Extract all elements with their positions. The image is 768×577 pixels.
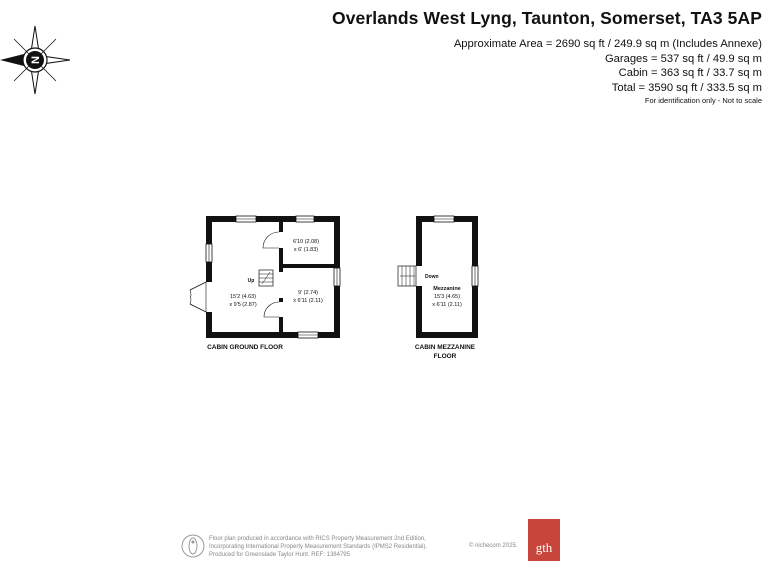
- property-address-title: Overlands West Lyng, Taunton, Somerset, TA3 5AP: [332, 8, 762, 28]
- mezzanine-caption-line-2: FLOOR: [433, 353, 457, 360]
- room-side-dimensions: 9' (2.74): [297, 290, 319, 296]
- cabin-mezzanine-floor-plan: [398, 216, 478, 360]
- compass-north-letter: N: [30, 56, 42, 64]
- mezzanine-room-name: Mezzanine: [433, 286, 461, 292]
- area-line-cabin: Cabin = 363 sq ft / 33.7 sq m: [618, 67, 762, 79]
- area-line-total: Total = 3590 sq ft / 333.5 sq m: [611, 81, 762, 94]
- room-main-dimensions: 15'2 (4.63): [229, 294, 257, 300]
- area-line-approximate: Approximate Area = 2690 sq ft / 249.9 sq m (Includes Annexe): [453, 38, 762, 50]
- footer-line-3: Produced for Greenslade Taylor Hunt. REF: 1384795: [209, 552, 350, 559]
- room-small-dimensions-2: x 6' (1.83): [293, 247, 319, 253]
- gth-logo: gth: [528, 519, 560, 561]
- measurement-standard-icon: [180, 533, 206, 559]
- footer-line-2: Incorporating International Property Measurement Standards (IPMS2 Residential).: [209, 544, 428, 551]
- area-line-garages: Garages = 537 sq ft / 49.9 sq m: [604, 52, 762, 65]
- ground-floor-stairs-label: Up: [247, 278, 255, 284]
- compass-icon: [0, 26, 70, 94]
- room-main-dimensions-2: x 9'5 (2.87): [229, 302, 257, 308]
- mezzanine-dimensions: 15'3 (4.65): [433, 294, 461, 300]
- room-side-dimensions-2: x 6'11 (2.11): [293, 298, 323, 304]
- mezzanine-dimensions-2: x 6'11 (2.11): [432, 302, 462, 308]
- footer-notice: [209, 535, 427, 560]
- copyright-notice: © nichecom 2025.: [469, 543, 518, 549]
- ground-floor-caption: CABIN GROUND FLOOR: [207, 344, 283, 351]
- footer-line-1: Floor plan produced in accordance with RICS Property Measurement 2nd Edition,: [209, 536, 426, 542]
- room-small-dimensions: 6'10 (2.08): [292, 239, 320, 245]
- disclaimer-note: For identification only - Not to scale: [644, 96, 762, 105]
- mezzanine-stairs-label: Down: [425, 274, 439, 280]
- cabin-ground-floor-plan: [190, 216, 340, 351]
- mezzanine-caption-line-1: CABIN MEZZANINE: [414, 344, 476, 351]
